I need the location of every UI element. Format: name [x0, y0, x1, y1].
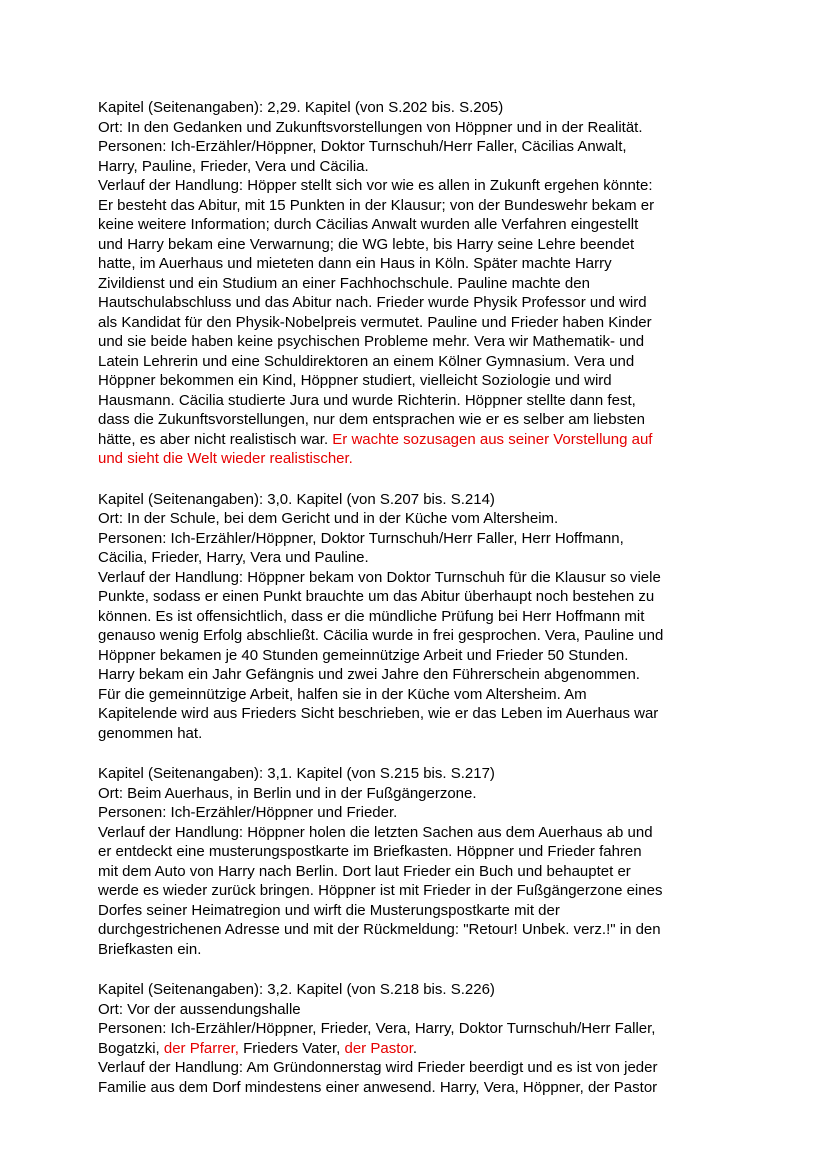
chapter-heading: Kapitel (Seitenangaben): 2,29. Kapitel (von S.202 bis. S.205) [98, 99, 504, 116]
persons-line: Harry, Pauline, Frieder, Vera und Cäcilia. [98, 157, 369, 175]
persons-line: Cäcilia, Frieder, Harry, Vera und Pauline. [98, 549, 369, 566]
persons-text: . [412, 1039, 418, 1057]
plot-line: Harry bekam ein Jahr Gefängnis und zwei Jahre den Führerschein abgenommen. [98, 666, 640, 683]
plot-line: Briefkasten ein. [98, 940, 202, 958]
persons-line: Personen: Ich-Erzähler/Höppner und Frieder. [98, 804, 398, 821]
chapter-section-4 [98, 980, 738, 1097]
persons-line: Personen: Ich-Erzähler/Höppner, Doktor Turnschuh/Herr Faller, Cäcilias Anwalt, [98, 138, 627, 155]
plot-line: Verlauf der Handlung: Am Gründonnerstag wird Frieder beerdigt und es ist von jeder [98, 1059, 658, 1076]
plot-line: durchgestrichenen Adresse und mit der Rückmeldung: "Retour! Unbek. verz.!" in den [98, 921, 661, 938]
plot-line: hatte, im Auerhaus und mieteten dann ein Haus in Köln. Später machte Harry [98, 255, 612, 272]
plot-line: Hautschulabschluss und das Abitur nach. Frieder wurde Physik Professor und wird [98, 294, 647, 311]
plot-line: genauso wenig Erfolg abschließt. Cäcilia wurde in frei gesprochen. Vera, Pauline und [98, 627, 664, 644]
location-line: Ort: In den Gedanken und Zukunftsvorstellungen von Höppner und in der Realität. [98, 118, 643, 136]
highlighted-text: und sieht die Welt wieder realistischer. [98, 450, 353, 467]
highlighted-text: der Pastor [344, 1039, 413, 1057]
plot-line: mit dem Auto von Harry nach Berlin. Dort laut Frieder ein Buch und behauptet er [98, 862, 631, 880]
location-line: Ort: Vor der aussendungshalle [98, 1000, 301, 1018]
plot-line: Für die gemeinnützige Arbeit, halfen sie in der Küche vom Altersheim. Am [98, 685, 587, 703]
plot-line: Er besteht das Abitur, mit 15 Punkten in der Klausur; von der Bundeswehr bekam er [98, 196, 655, 214]
chapter-section-2 [98, 490, 738, 744]
plot-line: genommen hat. [98, 724, 203, 742]
plot-line: Höppner bekamen je 40 Stunden gemeinnützige Arbeit und Frieder 50 Stunden. [98, 646, 629, 664]
plot-line: Verlauf der Handlung: Höpper stellt sich vor wie es allen in Zukunft ergehen könnte: [98, 177, 653, 194]
plot-line: er entdeckt eine musterungspostkarte im Briefkasten. Höppner und Frieder fahren [98, 843, 642, 860]
plot-line: dass die Zukunftsvorstellungen, nur dem entsprachen wie er es selber am liebsten [98, 411, 645, 428]
chapter-section-3 [98, 764, 738, 959]
plot-line: und sie beide haben keine psychischen Probleme mehr. Vera wir Mathematik- und [98, 333, 645, 350]
location-line: Ort: Beim Auerhaus, in Berlin und in der Fußgängerzone. [98, 784, 477, 802]
persons-line: Personen: Ich-Erzähler/Höppner, Frieder, Vera, Harry, Doktor Turnschuh/Herr Faller, [98, 1020, 656, 1037]
plot-line: können. Es ist offensichtlich, dass er die mündliche Prüfung bei Herr Hoffmann mit [98, 607, 645, 625]
plot-line: Dorfes seiner Heimatregion und wirft die Musterungspostkarte mit der [98, 901, 560, 919]
highlighted-text: Er wachte sozusagen aus seiner Vorstellung auf [332, 430, 653, 448]
plot-line: Familie aus dem Dorf mindestens einer anwesend. Harry, Vera, Höppner, der Pastor [98, 1078, 658, 1096]
plot-line: keine weitere Information; durch Cäcilias Anwalt wurden alle Verfahren eingestellt [98, 216, 639, 233]
plot-line: Verlauf der Handlung: Höppner bekam von Doktor Turnschuh für die Klausur so viele [98, 568, 661, 586]
persons-line: Personen: Ich-Erzähler/Höppner, Doktor Turnschuh/Herr Faller, Herr Hoffmann, [98, 529, 624, 547]
plot-line: Höppner bekommen ein Kind, Höppner studiert, vielleicht Soziologie und wird [98, 372, 612, 389]
chapter-section-1 [98, 98, 738, 469]
persons-line-mixed [98, 1039, 738, 1059]
persons-text: Bogatzki, [98, 1039, 164, 1057]
chapter-heading: Kapitel (Seitenangaben): 3,1. Kapitel (von S.215 bis. S.217) [98, 765, 495, 782]
plot-line: Zivildienst und ein Studium an einer Fachhochschule. Pauline machte den [98, 274, 590, 292]
plot-line-mixed [98, 430, 738, 450]
plot-line: Kapitelende wird aus Frieders Sicht beschrieben, wie er das Leben im Auerhaus war [98, 705, 659, 722]
plot-line: Verlauf der Handlung: Höppner holen die letzten Sachen aus dem Auerhaus ab und [98, 823, 653, 841]
chapter-heading: Kapitel (Seitenangaben): 3,2. Kapitel (von S.218 bis. S.226) [98, 981, 495, 998]
plot-line: Hausmann. Cäcilia studierte Jura und wurde Richterin. Höppner stellte dann fest, [98, 391, 636, 409]
persons-text: Frieders Vater, [238, 1039, 345, 1057]
plot-line: als Kandidat für den Physik-Nobelpreis vermutet. Pauline und Frieder haben Kinder [98, 313, 652, 331]
plot-line: Punkte, sodass er einen Punkt brauchte um das Abitur überhaupt noch bestehen zu [98, 588, 655, 605]
document-page [98, 98, 738, 1118]
plot-line: Latein Lehrerin und eine Schuldirektoren an einem Kölner Gymnasium. Vera und [98, 352, 635, 370]
location-line: Ort: In der Schule, bei dem Gericht und in der Küche vom Altersheim. [98, 510, 559, 527]
plot-line: und Harry bekam eine Verwarnung; die WG lebte, bis Harry seine Lehre beendet [98, 235, 635, 253]
plot-text: hätte, es aber nicht realistisch war. [98, 430, 333, 448]
plot-line: werde es wieder zurück bringen. Höppner ist mit Frieder in der Fußgängerzone eines [98, 882, 663, 899]
chapter-heading: Kapitel (Seitenangaben): 3,0. Kapitel (von S.207 bis. S.214) [98, 490, 495, 508]
highlighted-text: der Pfarrer, [163, 1039, 239, 1057]
